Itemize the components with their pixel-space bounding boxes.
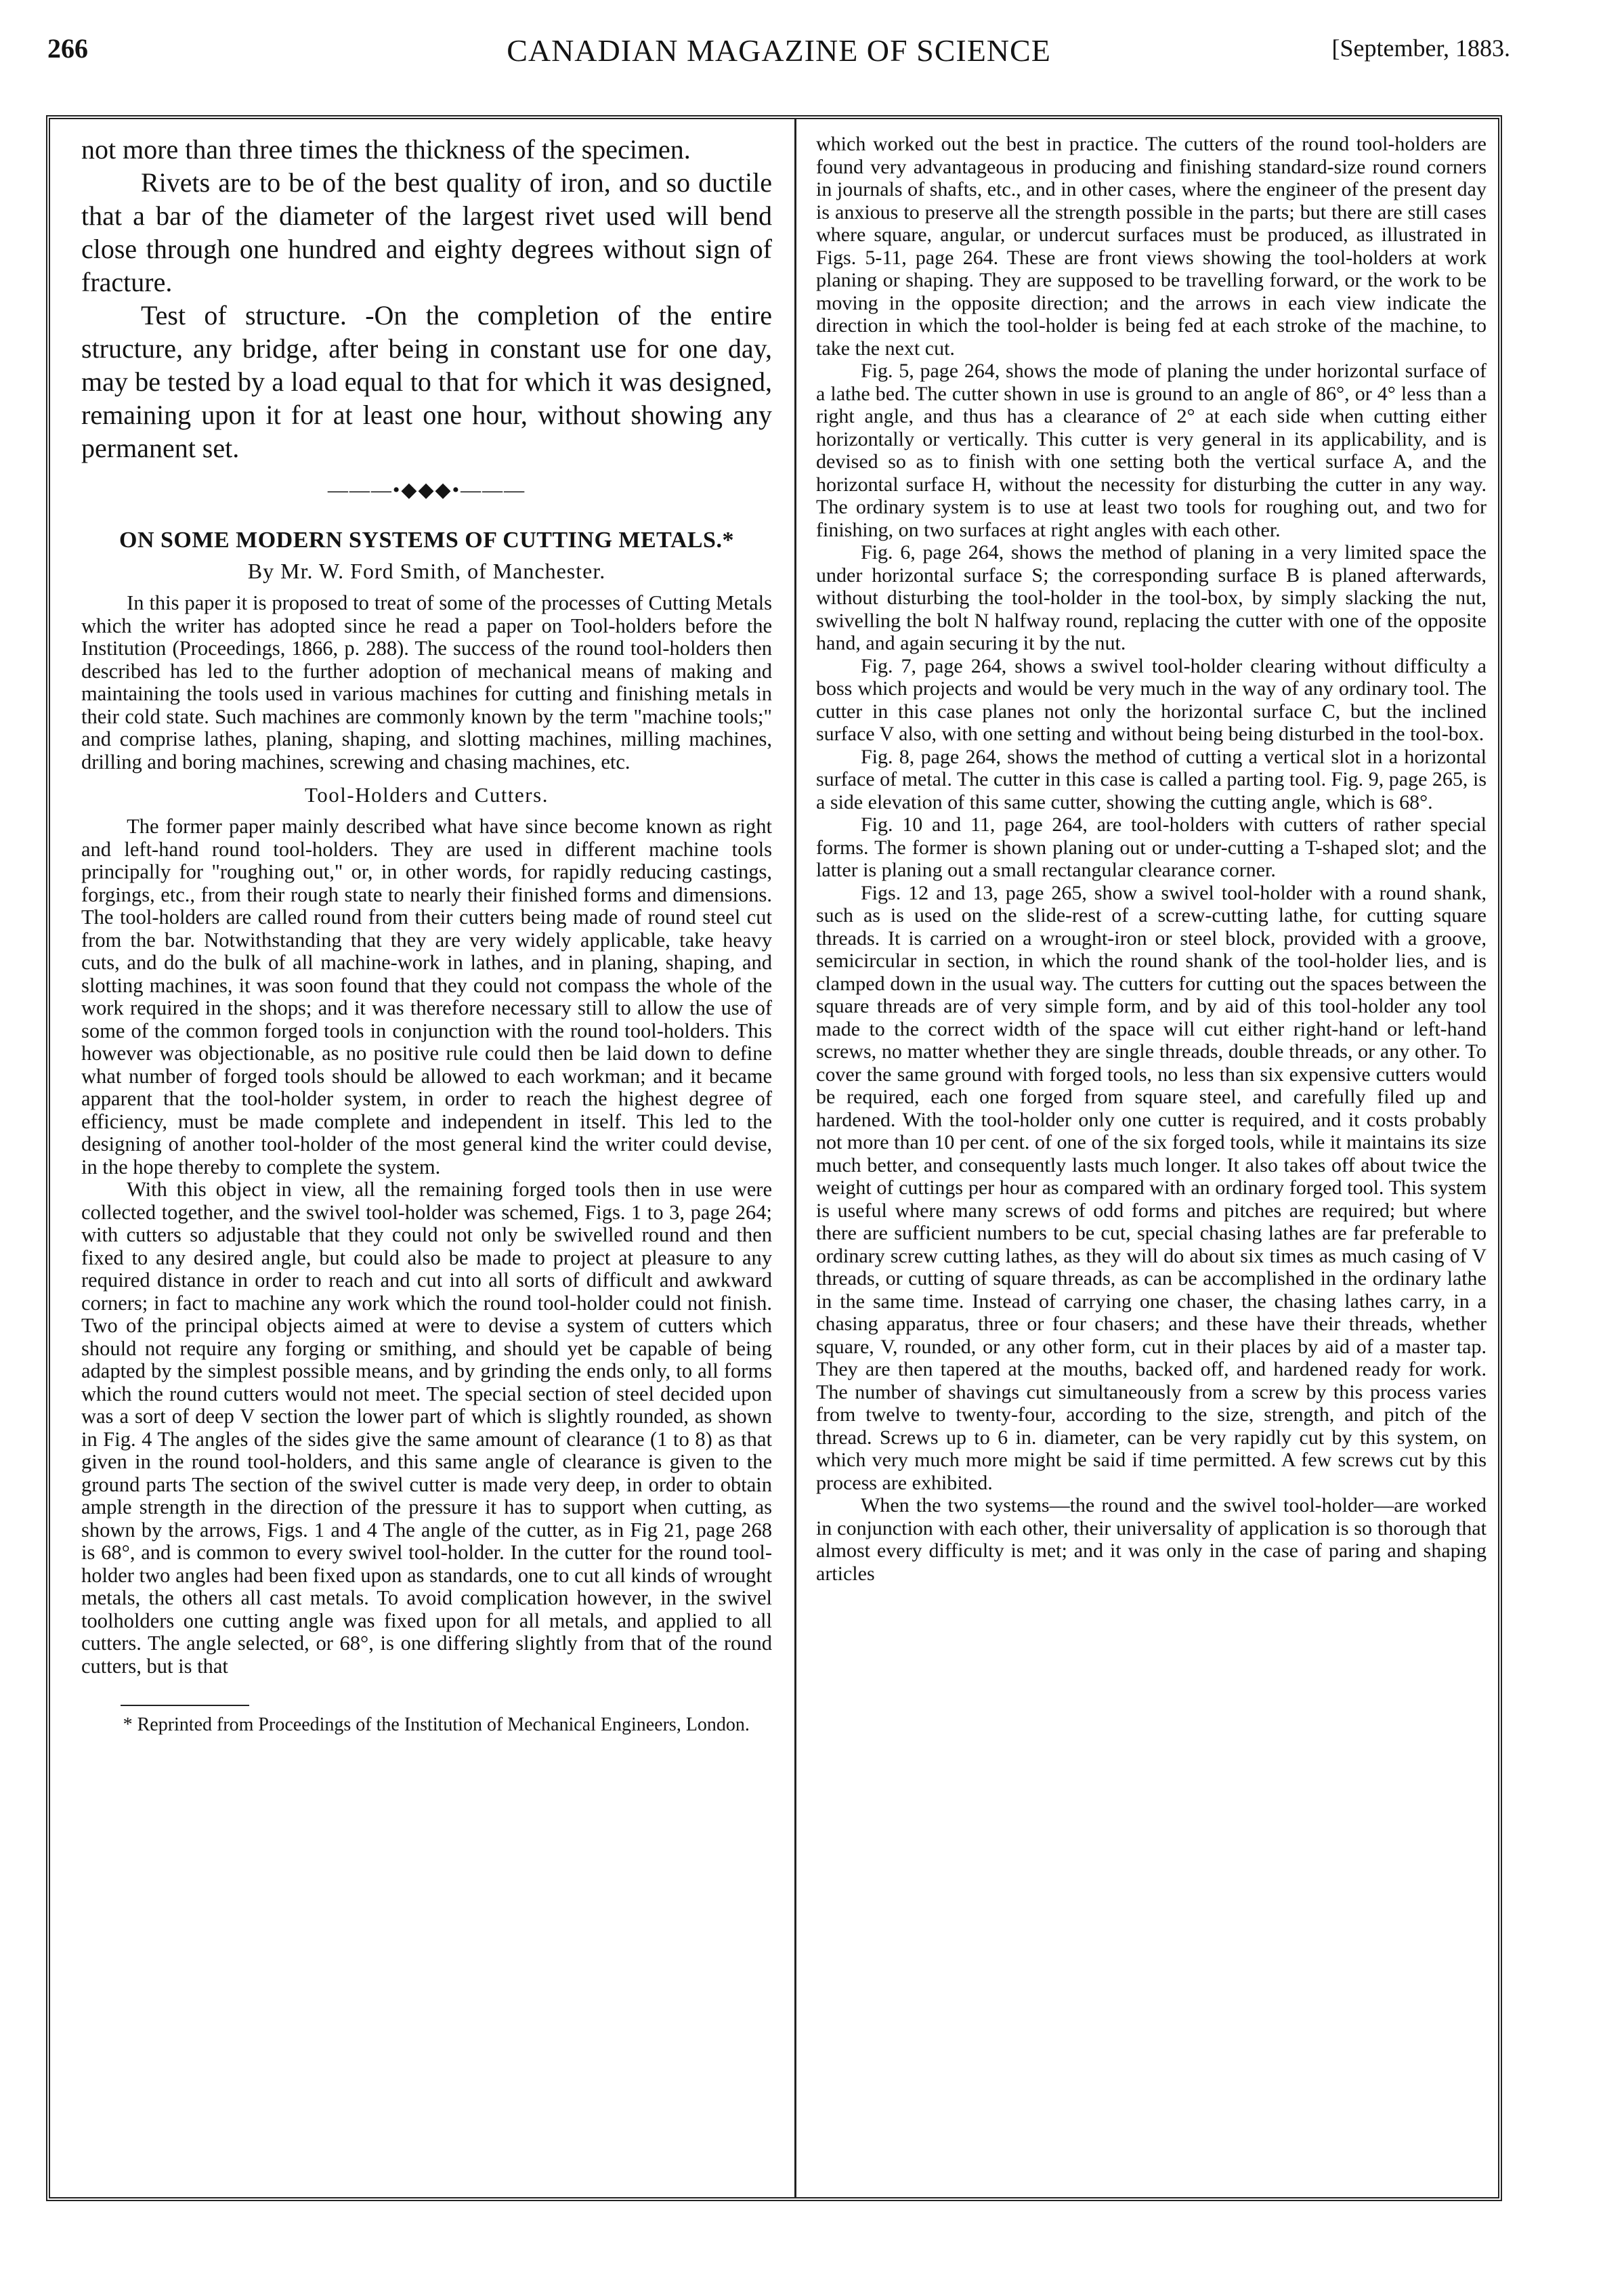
- footnote-rule: [121, 1705, 249, 1706]
- spec-paragraph: Test of structure. -On the completion of the entire structure, any bridge, after being in constant use for one day, may be tested by a load equal to that for which it was designed, remaining upon it for at least one hour, without showing any permanent set.: [81, 300, 772, 463]
- intro-paragraph: In this paper it is proposed to treat of some of the processes of Cutting Metals which the writer has adopted since he read a paper on Tool-holders before the Institution (Proceedings, 1866, p. 288). The success of the round tool-holders then described has led to the further adoption of mechanical means of making and maintaining the tools used in various machines for cutting and finishing metals in their cold state. Such machines are commonly known by the term "machine tools;" and comprise lathes, planing, shaping, and slotting machines, milling machines, drilling and boring machines, screwing and chasing machines, etc.: [81, 591, 772, 773]
- body-paragraph: Fig. 6, page 264, shows the method of planing in a very limited space the under horizontal surface S; the corresponding surface B is planed afterwards, without disturbing the tool-holder in the tool-box, by simply slacking the nut, swivelling the bolt N halfway round, replacing the cutter with one of the opposite hand, and again securing it by the nut.: [816, 541, 1487, 654]
- body-paragraph: The former paper mainly described what have since become known as right and left-hand round tool-holders. They are used in different machine tools principally for "roughing out," or, in other words, for rapidly reducing castings, forgings, etc., from their rough state to nearly their finished forms and dimensions. The tool-holders are called round from their cutters being made of round steel cut from the bar. Notwithstanding that they are very widely applicable, take heavy cuts, and do the bulk of all machine-work in lathes, and in planing, shaping, and slotting machines, it was soon found that they could not compass the whole of the work required in the shops; and it was therefore necessary still to allow the use of some of the common forged tools in conjunction with the round tool-holders. This however was objectionable, as no positive rule could then be laid down to define what number of forged tools should be allowed to each workman; and it became apparent that the tool-holder system, in order to reach the highest degree of efficiency, must be made complete and independent in itself. This led to the designing of another tool-holder of the most general kind the writer could devise, in the hope thereby to complete the system.: [81, 815, 772, 1178]
- magazine-title: CANADIAN MAGAZINE OF SCIENCE: [507, 33, 1051, 68]
- left-column: [81, 133, 772, 1735]
- section-ornament: ———•◆◆◆•———: [327, 479, 526, 501]
- section-heading: Tool-Holders and Cutters.: [305, 783, 549, 807]
- body-paragraph: which worked out the best in practice. The cutters of the round tool-holders are found very advantageous in producing and finishing standard-size round corners in journals of shafts, etc., and in other cases, where the engineer of the present day is anxious to preserve all the strength possible in the parts; but there are still cases where square, angular, or undercut surfaces must be produced, as illustrated in Figs. 5-11, page 264. These are front views showing the tool-holders at work planing or shaping. They are supposed to be travelling forward, or the work to be moving in the opposite direction; and the arrows in each view indicate the direction in which the tool-holder is being fed at each stroke of the machine, to take the next cut.: [816, 133, 1487, 360]
- body-paragraph: Fig. 10 and 11, page 264, are tool-holders with cutters of rather special forms. The former is shown planing out or under-cutting a T-shaped slot; and the latter is planing out a small rectangular clearance corner.: [816, 813, 1487, 881]
- body-paragraph: Figs. 12 and 13, page 265, show a swivel tool-holder with a round shank, such as is used on the slide-rest of a screw-cutting lathe, for cutting square threads. It is carried on a wrought-iron or steel block, provided with a groove, semicircular in section, in which the round shank of the tool-holder lies, and is clamped down in the usual way. The cutters for cutting out the spaces between the square threads are of very simple form, and by aid of this tool-holder any tool made to the correct width of the space will cut either right-hand or left-hand screws, no matter whether they are single threads, double threads, or any other. To cover the same ground with forged tools, no less than six expensive cutters would be required, each one forged from square steel, and carefully filed up and hardened. With the tool-holder only one cutter is required, and it costs probably not more than 10 per cent. of one of the six forged tools, while it maintains its size much better, and consequently lasts much longer. It also takes off about twice the weight of cuttings per hour as compared with an ordinary forged tool. This system is useful where many screws of odd forms and pitches are required; but where there are sufficient numbers to be cut, special chasing lathes are far preferable to ordinary screw cutting lathes, as they will do about six times as much casing of V threads, or cutting of square threads, as can be accomplished in the ordinary lathe in the same time. Instead of carrying one chaser, the chasing lathes carry, in a chasing apparatus, three or four chasers; and these have their threads, whether square, V, rounded, or any other form, cut in their places by aid of a master tap. They are then tapered at the mouths, backed off, and hardened ready for work. The number of shavings cut simultaneously from a screw by this process varies from twelve to twenty-four, according to the size, strength, and pitch of the thread. Screws up to 6 in. diameter, can be very rapidly cut by this system, on which very much more might be said if time permitted. A few screws cut by this process are exhibited.: [816, 881, 1487, 1494]
- right-column: [816, 133, 1487, 1585]
- body-paragraph: Fig. 7, page 264, shows a swivel tool-holder clearing without difficulty a boss which projects and would be very much in the way of any ordinary tool. The cutter in this case planes not only the horizontal surface C, but the inclined surface V also, with one setting and without being being disturbed in the tool-box.: [816, 654, 1487, 745]
- article-byline: By Mr. W. Ford Smith, of Manchester.: [247, 559, 606, 583]
- issue-date: [September, 1883.: [1331, 35, 1510, 62]
- column-divider: [794, 119, 796, 2197]
- spec-paragraph: Rivets are to be of the best quality of iron, and so ductile that a bar of the diameter of the largest rivet used will bend close through one hundred and eighty degrees without sign of fracture.: [81, 167, 772, 297]
- body-paragraph: Fig. 5, page 264, shows the mode of planing the under horizontal surface of a lathe bed. The cutter shown in use is ground to an angle of 86°, or 4° less than a right angle, and thus has a clearance of 2° at each side when cutting either horizontally or vertically. This cutter is very general in its applicability, and is devised so as to finish with one setting both the vertical surface A, and the horizontal surface H, without the necessity for disturbing the cutter in any way. The ordinary system is to use at least two tools for roughing out, and two for finishing, on two surfaces at right angles with each other.: [816, 360, 1487, 541]
- footnote: * Reprinted from Proceedings of the Institution of Mechanical Engineers, London.: [123, 1714, 750, 1735]
- article-title: ON SOME MODERN SYSTEMS OF CUTTING METALS.*: [119, 528, 734, 553]
- spec-paragraph: not more than three times the thickness of the specimen.: [81, 134, 691, 165]
- body-paragraph: With this object in view, all the remaining forged tools then in use were collected together, and the swivel tool-holder was schemed, Figs. 1 to 3, page 264; with cutters so adjustable that they could not only be swivelled round and then fixed to any desired angle, but could also be made to project at pleasure to any required distance in order to reach and cut into all sorts of difficult and awkward corners; in fact to machine any work which the round tool-holder could not finish. Two of the principal objects aimed at were to devise a system of cutters which should not require any forging or smithing, and should yet be capable of being adapted by the simplest possible means, and by grinding the ends only, to all forms which the round cutters would not meet. The special section of steel decided upon was a sort of deep V section the lower part of which is slightly rounded, as shown in Fig. 4 The angles of the sides give the same amount of clearance (1 to 8) as that given in the round tool-holders, and this same angle of clearance is given to the ground parts The section of the swivel cutter is made very deep, in order to obtain ample strength in the direction of the pressure it has to support when cutting, as shown by the arrows, Figs. 1 and 4 The angle of the cutter, as in Fig 21, page 268 is 68°, and is common to every swivel tool-holder. In the cutter for the round tool-holder two angles had been fixed upon as standards, one to cut all kinds of wrought metals, the others all cast metals. To avoid complication however, in the swivel toolholders one cutting angle was fixed upon for all metals, and applied to all cutters. The angle selected, or 68°, is one differing slightly from that of the round cutters, but is that: [81, 1178, 772, 1678]
- body-paragraph: Fig. 8, page 264, shows the method of cutting a vertical slot in a horizontal surface of metal. The cutter in this case is called a parting tool. Fig. 9, page 265, is a side elevation of this same cutter, showing the cutting angle, which is 68°.: [816, 745, 1487, 813]
- page-number: 266: [47, 33, 88, 64]
- body-paragraph: When the two systems—the round and the swivel tool-holder—are worked in conjunction with each other, their universality of application is so thorough that almost every difficulty is met; and it was only in the case of paring and shaping articles: [816, 1494, 1487, 1585]
- page-header: [47, 33, 1510, 73]
